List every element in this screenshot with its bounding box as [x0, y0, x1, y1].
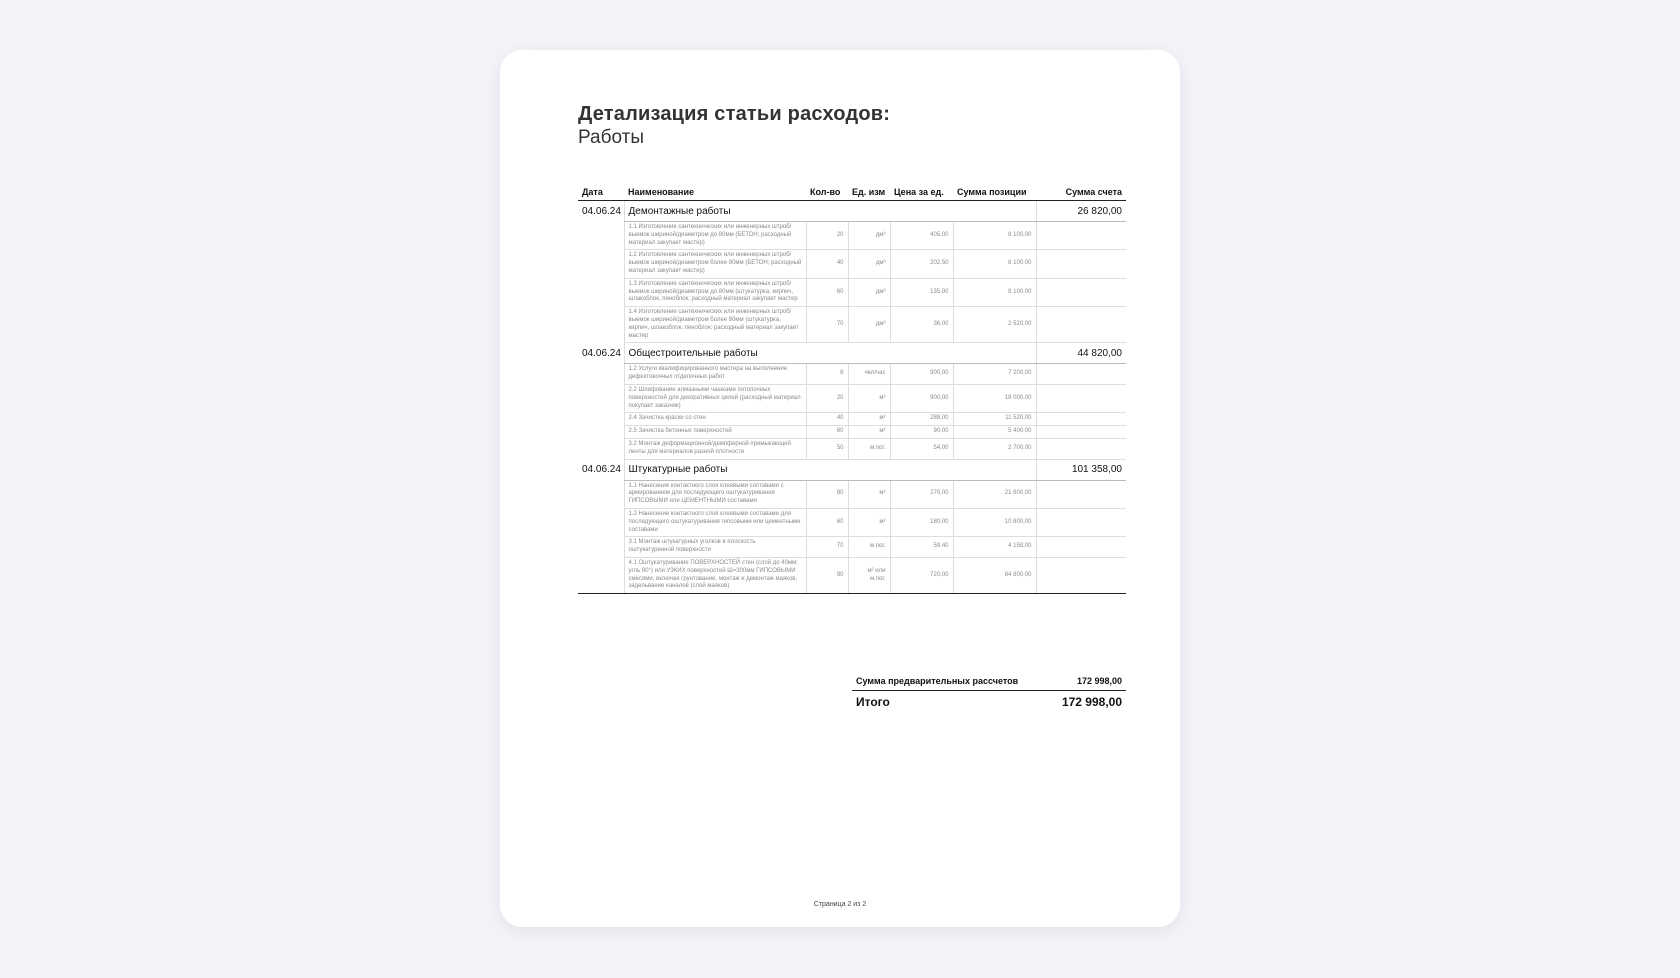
item-name: 3.2 Монтаж деформационной/демпферной примыкающей ленты для материалов разной плотности — [624, 438, 806, 459]
item-invoice-cell — [1036, 557, 1126, 593]
section-date: 04.06.24 — [582, 205, 621, 217]
item-date-cell — [578, 384, 624, 412]
table-row — [578, 537, 1126, 558]
item-name: 2.2 Шлифование алмазными чашками потолочных поверхностей для декоративных целей (расходный материал покупает заказчик) — [624, 384, 806, 412]
item-invoice-cell — [1036, 480, 1126, 508]
item-price: 36,00 — [890, 307, 953, 343]
item-date-cell — [578, 222, 624, 250]
item-name: 1.1 Нанесение контактного слоя клеевыми составами с армированием для последующего оштукатуривания ГИПСОВЫМИ или ЦЕМЕНТНЫМИ составами — [624, 480, 806, 508]
table-row — [578, 222, 1126, 250]
column-header-price: Цена за ед. — [890, 178, 953, 201]
column-header-name: Наименование — [624, 178, 806, 201]
item-name: 1.2 Нанесение контактного слоя клеевыми составами для последующего оштукатуривания гипсовыми или цементными составами — [624, 508, 806, 536]
grand-total-row — [852, 691, 1126, 713]
item-invoice-cell — [1036, 508, 1126, 536]
section-date: 04.06.24 — [582, 464, 621, 476]
page-footer: Страница 2 из 2 — [813, 901, 867, 908]
item-price: 202,50 — [890, 250, 953, 278]
item-unit: м.пог. — [848, 537, 890, 558]
item-qty: 80 — [806, 480, 848, 508]
item-qty: 60 — [806, 278, 848, 306]
item-price: 90,00 — [890, 426, 953, 439]
item-sum: 64 800,00 — [953, 557, 1036, 593]
item-sum: 8 100,00 — [953, 250, 1036, 278]
item-invoice-cell — [1036, 250, 1126, 278]
item-name: 1.3 Изготовление сантехнических или инженерных штроб/выемок шириной/диаметром до 80мм (штукатурка, кирпич, шлакоблок, пеноблок; расходный материал закупает мастер — [624, 278, 806, 306]
item-date-cell — [578, 480, 624, 508]
item-qty: 40 — [806, 413, 848, 426]
item-date-cell — [578, 537, 624, 558]
item-price: 270,00 — [890, 480, 953, 508]
item-date-cell — [578, 557, 624, 593]
table-row — [578, 480, 1126, 508]
section-total: 101 358,00 — [1036, 459, 1126, 480]
column-header-line-sum: Сумма позиции — [953, 178, 1036, 201]
grand-total-label: Итого — [856, 695, 890, 709]
summary-block — [852, 672, 1126, 713]
table-row — [578, 438, 1126, 459]
item-invoice-cell — [1036, 307, 1126, 343]
item-price: 54,00 — [890, 438, 953, 459]
item-sum: 5 400,00 — [953, 426, 1036, 439]
table-row — [578, 557, 1126, 593]
item-qty: 20 — [806, 222, 848, 250]
item-name: 2.5 Зачистка бетонных поверхностей — [624, 426, 806, 439]
item-invoice-cell — [1036, 384, 1126, 412]
item-name: 1.1 Изготовление сантехнических или инженерных штроб/выемок шириной/диаметром до 80мм (БЕТОН; расходный материал закупает мастер) — [624, 222, 806, 250]
item-qty: 60 — [806, 426, 848, 439]
item-unit: м² — [848, 426, 890, 439]
item-date-cell — [578, 364, 624, 385]
item-unit: дм³ — [848, 222, 890, 250]
item-name: 1.4 Изготовление сантехнических или инженерных штроб/выемок шириной/диаметром более 80мм (штукатурка, кирпич, шлакоблок, пеноблок; расходный материал закупает мастер — [624, 307, 806, 343]
document-page — [500, 50, 1180, 927]
item-date-cell — [578, 438, 624, 459]
item-price: 720,00 — [890, 557, 953, 593]
item-date-cell — [578, 508, 624, 536]
pre-total-row — [852, 672, 1126, 691]
item-sum: 2 700,00 — [953, 438, 1036, 459]
section-row — [578, 343, 1126, 364]
item-invoice-cell — [1036, 222, 1126, 250]
column-header-date: Дата — [578, 178, 624, 201]
section-row — [578, 201, 1126, 222]
table-row — [578, 413, 1126, 426]
item-qty: 20 — [806, 384, 848, 412]
item-sum: 2 520,00 — [953, 307, 1036, 343]
item-name: 4.1 Оштукатуривание ПОВЕРХНОСТЕЙ стен (слой до 40мм; угль 90°) или УЗКИХ поверхностей Ш=300мм ГИПСОВЫМИ смесями, включая грунтование, монтаж и демонтаж маяков, задельвание каналов (слой маяков) — [624, 557, 806, 593]
item-date-cell — [578, 307, 624, 343]
column-header-unit: Ед. изм — [848, 178, 890, 201]
section-name: Общестроительные работы — [624, 343, 1036, 364]
item-qty: 60 — [806, 508, 848, 536]
item-date-cell — [578, 426, 624, 439]
item-qty: 8 — [806, 364, 848, 385]
item-invoice-cell — [1036, 413, 1126, 426]
item-date-cell — [578, 278, 624, 306]
item-unit: м² или м.пог. — [848, 557, 890, 593]
item-qty: 70 — [806, 307, 848, 343]
item-sum: 8 100,00 — [953, 278, 1036, 306]
item-price: 900,00 — [890, 384, 953, 412]
column-header-invoice-sum: Сумма счета — [1036, 178, 1126, 201]
item-sum: 18 000,00 — [953, 384, 1036, 412]
item-unit: дм³ — [848, 307, 890, 343]
pre-total-label: Сумма предварительных рассчетов — [856, 676, 1019, 686]
item-name: 1.2 Изготовление сантехнических или инженерных штроб/выемок шириной/диаметром более 80мм (БЕТОН; расходный материал закупает мастер) — [624, 250, 806, 278]
item-sum: 10 800,00 — [953, 508, 1036, 536]
item-price: 59,40 — [890, 537, 953, 558]
document-subtitle: Работы — [578, 127, 644, 148]
item-unit: чел/час — [848, 364, 890, 385]
item-unit: м² — [848, 413, 890, 426]
item-unit: м.пог. — [848, 438, 890, 459]
item-name: 3.1 Монтаж штукатурных уголков в плоскость оштукатуренной поверхности — [624, 537, 806, 558]
document-title: Детализация статьи расходов: — [578, 103, 891, 125]
item-price: 288,00 — [890, 413, 953, 426]
table-row — [578, 250, 1126, 278]
table-row — [578, 307, 1126, 343]
item-name: 2.4 Зачистка краски со стен — [624, 413, 806, 426]
item-price: 180,00 — [890, 508, 953, 536]
item-invoice-cell — [1036, 438, 1126, 459]
item-unit: м² — [848, 384, 890, 412]
item-invoice-cell — [1036, 278, 1126, 306]
item-qty: 50 — [806, 438, 848, 459]
column-header-qty: Кол-во — [806, 178, 848, 201]
section-total: 26 820,00 — [1036, 201, 1126, 222]
item-date-cell — [578, 250, 624, 278]
item-sum: 11 520,00 — [953, 413, 1036, 426]
section-name: Штукатурные работы — [624, 459, 1036, 480]
section-name: Демонтажные работы — [624, 201, 1036, 222]
item-sum: 4 158,00 — [953, 537, 1036, 558]
table-row — [578, 508, 1126, 536]
grand-total-value: 172 998,00 — [1061, 695, 1122, 709]
item-name: 1.2 Услуги квалифицированного мастера на выполнение дефектовочных отделочных работ — [624, 364, 806, 385]
item-qty: 90 — [806, 557, 848, 593]
table-header-row — [578, 178, 1126, 201]
item-price: 405,00 — [890, 222, 953, 250]
expense-table — [578, 178, 1126, 594]
section-date: 04.06.24 — [582, 347, 621, 359]
pre-total-value: 172 998,00 — [1076, 676, 1122, 686]
item-sum: 8 100,00 — [953, 222, 1036, 250]
item-invoice-cell — [1036, 537, 1126, 558]
item-qty: 70 — [806, 537, 848, 558]
item-invoice-cell — [1036, 364, 1126, 385]
table-row — [578, 364, 1126, 385]
item-price: 135,00 — [890, 278, 953, 306]
item-unit: м² — [848, 480, 890, 508]
item-qty: 40 — [806, 250, 848, 278]
table-row — [578, 278, 1126, 306]
table-body — [578, 201, 1126, 594]
item-invoice-cell — [1036, 426, 1126, 439]
section-total: 44 820,00 — [1036, 343, 1126, 364]
item-date-cell — [578, 413, 624, 426]
document-title-block — [578, 103, 890, 149]
item-unit: м² — [848, 508, 890, 536]
table-row — [578, 426, 1126, 439]
section-row — [578, 459, 1126, 480]
table-row — [578, 384, 1126, 412]
item-unit: дм³ — [848, 250, 890, 278]
item-price: 900,00 — [890, 364, 953, 385]
item-sum: 21 600,00 — [953, 480, 1036, 508]
item-unit: дм³ — [848, 278, 890, 306]
item-sum: 7 200,00 — [953, 364, 1036, 385]
